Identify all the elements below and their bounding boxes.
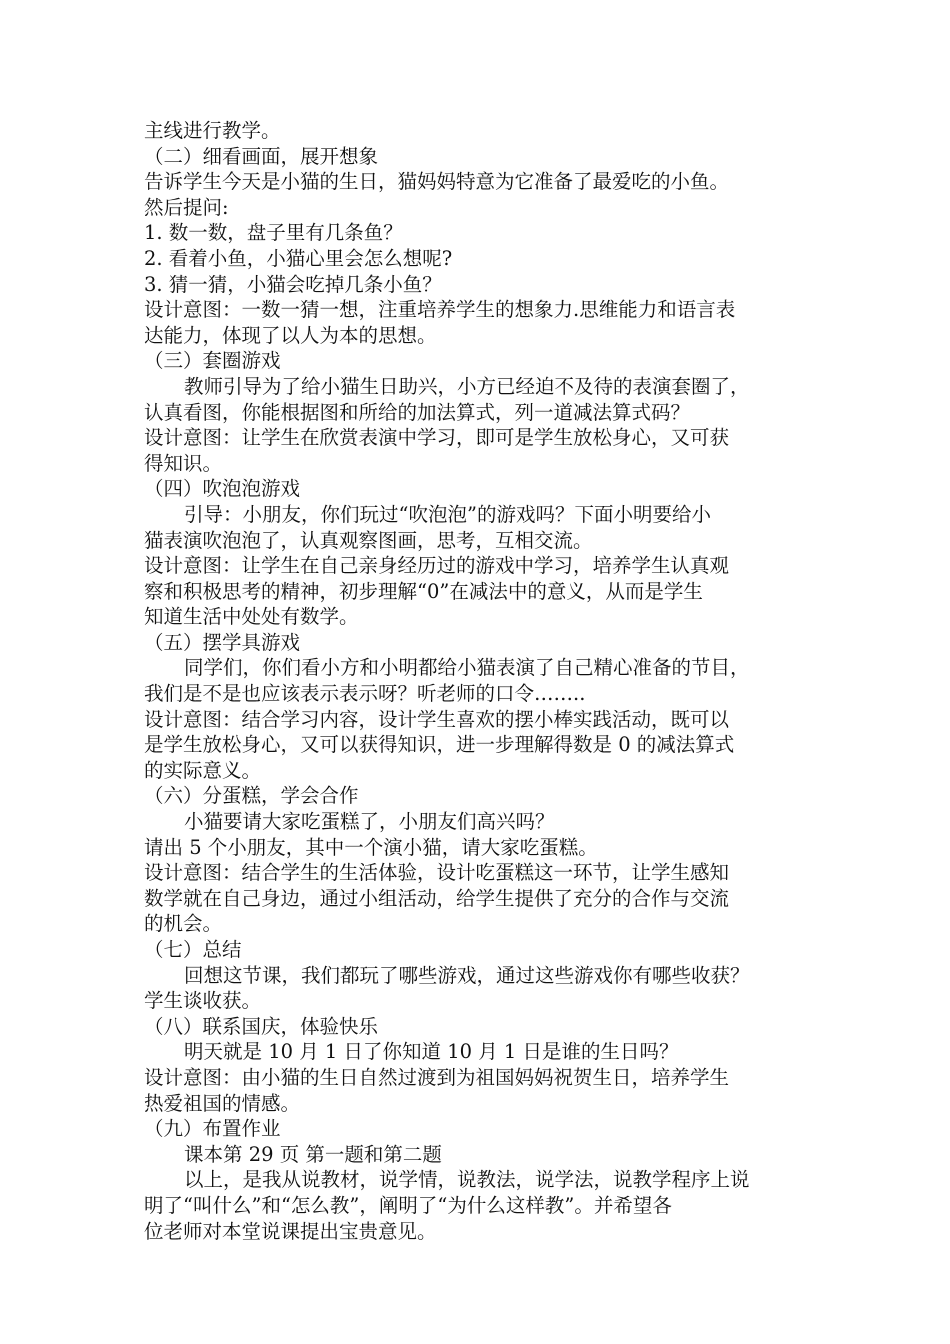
text-line: 设计意图：让学生在欣赏表演中学习，即可是学生放松身心，又可获 <box>144 426 730 450</box>
text-line: 回想这节课，我们都玩了哪些游戏，通过这些游戏你有哪些收获？ <box>184 963 750 987</box>
text-line: 的机会。 <box>144 912 223 936</box>
text-line: 设计意图：结合学习内容，设计学生喜欢的摆小棒实践活动，既可以 <box>144 707 730 731</box>
section-heading: （七）总结 <box>144 938 242 961</box>
text-line: 猫表演吹泡泡了，认真观察图画，思考，互相交流。 <box>144 528 593 552</box>
text-line: 1. 数一数，盘子里有几条鱼？ <box>144 221 403 245</box>
text-line: 设计意图：一数一猜一想，注重培养学生的想象力.思维能力和语言表 <box>144 298 736 322</box>
text-line: 课本第 29 页 第一题和第二题 <box>184 1142 442 1166</box>
document-page <box>144 118 814 1244</box>
text-line: 明了“叫什么”和“怎么教”，阐明了“为什么这样教”。并希望各 <box>144 1193 672 1217</box>
section-heading: （八）联系国庆，体验快乐 <box>144 1014 379 1038</box>
text-line: 得知识。 <box>144 451 223 475</box>
text-line: 同学们，你们看小方和小明都给小猫表演了自己精心准备的节目， <box>184 656 750 680</box>
text-line: 明天就是 10 月 1 日了你知道 10 月 1 日是谁的生日吗？ <box>184 1040 679 1064</box>
text-line: 告诉学生今天是小猫的生日，猫妈妈特意为它准备了最爱吃的小鱼。 <box>144 170 730 194</box>
text-line: 热爱祖国的情感。 <box>144 1091 301 1115</box>
section-heading: （五）摆学具游戏 <box>144 630 301 654</box>
text-line: 位老师对本堂说课提出宝贵意见。 <box>144 1219 437 1243</box>
text-line: 知道生活中处处有数学。 <box>144 605 359 629</box>
section-heading: （二）细看画面，展开想象 <box>144 144 379 168</box>
text-line: 设计意图：由小猫的生日自然过渡到为祖国妈妈祝贺生日，培养学生 <box>144 1065 730 1089</box>
text-line: 数学就在自己身边，通过小组活动，给学生提供了充分的合作与交流 <box>144 886 730 910</box>
text-line: 以上，是我从说教材，说学情，说教法，说学法，说教学程序上说 <box>184 1168 750 1192</box>
text-line: 认真看图，你能根据图和所给的加法算式，列一道减法算式码？ <box>144 400 691 424</box>
text-line: 我们是不是也应该表示表示呀？听老师的口令…….. <box>144 682 586 706</box>
text-line: 达能力，体现了以人为本的思想。 <box>144 323 437 347</box>
text-line: 的实际意义。 <box>144 758 262 782</box>
text-line: 请出 5 个小朋友，其中一个演小猫，请大家吃蛋糕。 <box>144 835 598 859</box>
text-line: 小猫要请大家吃蛋糕了，小朋友们高兴吗？ <box>184 810 555 834</box>
text-line: 教师引导为了给小猫生日助兴，小方已经迫不及待的表演套圈了， <box>184 374 750 398</box>
text-line: 学生谈收获。 <box>144 989 262 1013</box>
text-line: 引导：小朋友，你们玩过“吹泡泡”的游戏吗？下面小明要给小 <box>184 502 711 526</box>
section-heading: （六）分蛋糕，学会合作 <box>144 784 359 808</box>
text-line: 2. 看着小鱼，小猫心里会怎么想呢? <box>144 246 453 270</box>
text-line: 然后提问: <box>144 195 229 219</box>
text-line: 是学生放松身心，又可以获得知识，进一步理解得数是 0 的减法算式 <box>144 733 735 757</box>
text-line: 察和积极思考的精神，初步理解“0”在减法中的意义，从而是学生 <box>144 579 703 603</box>
section-heading: （四）吹泡泡游戏 <box>144 477 301 501</box>
text-line: 主线进行教学。 <box>144 119 281 142</box>
text-line: 3. 猜一猜，小猫会吃掉几条小鱼？ <box>144 272 442 296</box>
section-heading: （九）布置作业 <box>144 1117 281 1141</box>
text-line: 设计意图：让学生在自己亲身经历过的游戏中学习，培养学生认真观 <box>144 554 730 578</box>
section-heading: （三）套圈游戏 <box>144 349 281 373</box>
text-line: 设计意图：结合学生的生活体验，设计吃蛋糕这一环节，让学生感知 <box>144 861 730 885</box>
